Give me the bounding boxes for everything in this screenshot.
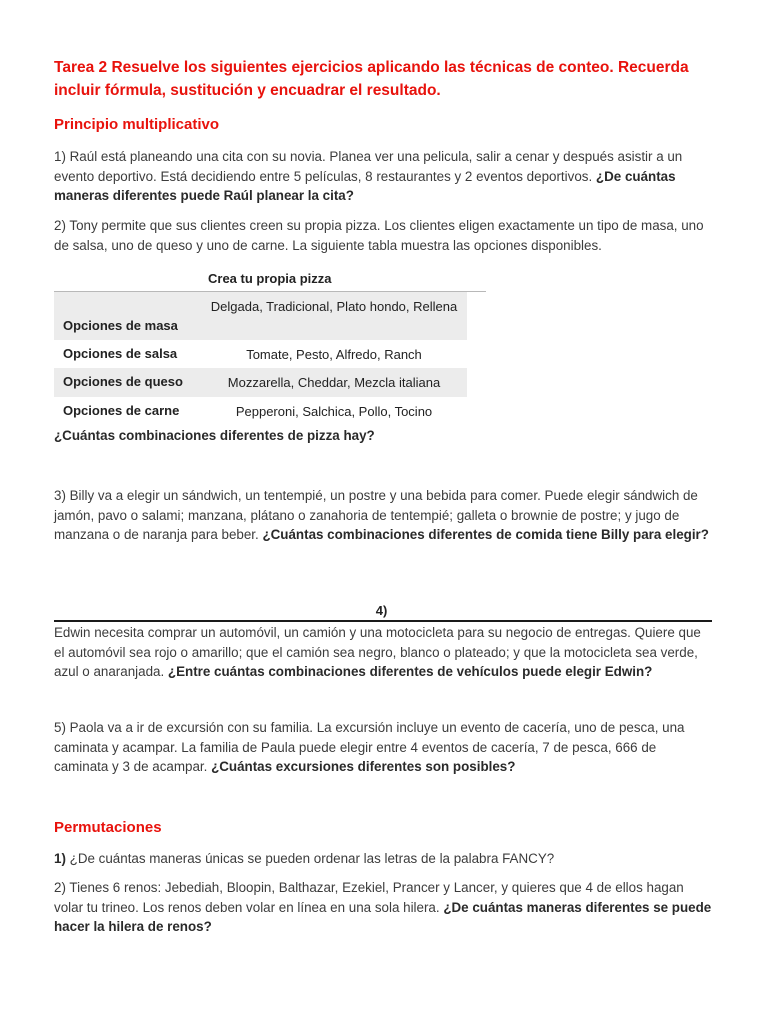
row-label-carne: Opciones de carne [63,403,180,418]
exercise-4-number: 4) [375,603,388,618]
exercise-3 [54,486,714,545]
table-question [54,426,714,446]
exercise-1-text: 1) Raúl está planeando una cita con su novia. Planea ver una pelicula, salir a cenar y después asistir a un evento deportivo. Está decidiendo entre 5 películas, 8 restaurantes y 2 eventos deportivos. [54,149,683,184]
exercise-3-question: ¿Cuántas combinaciones diferentes de comida tiene Billy para elegir? [262,527,709,542]
row-value-queso: Mozzarella, Cheddar, Mezcla italiana [227,375,441,390]
permutation-1 [54,849,714,869]
row-label-salsa: Opciones de salsa [63,346,178,361]
table-question-text: ¿Cuántas combinaciones diferentes de pizza hay? [54,428,375,443]
table-row [54,292,467,340]
exercise-5-text: 5) Paola va a ir de excursión con su familia. La excursión incluye un evento de cacería, uno de pesca, una caminata y acampar. La familia de Paula puede elegir entre 4 eventos de cacería, 7 de pesca, 666 de caminata y 3 de acampar. [54,720,685,774]
assignment-title: Tarea 2 Resuelve los siguientes ejercicios aplicando las técnicas de conteo. Recuerda incluir fórmula, sustitución y encuadrar el resultado. [54,59,689,99]
table-row [54,397,467,425]
exercise-4-rule [54,620,712,622]
pizza-options-table [54,292,467,425]
row-label-masa: Opciones de masa [63,318,178,333]
exercise-1 [54,147,714,206]
exercise-1-question: ¿De cuántas maneras diferentes puede Raúl planear la cita? [54,168,676,203]
section-heading-multiplicative: Principio multiplicativo [54,116,220,133]
exercise-2 [54,216,714,255]
exercise-4-text: Edwin necesita comprar un automóvil, un camión y una motocicleta para su negocio de entregas. Quiere que el automóvil sea rojo o amarillo; que el camión sea negro, blanco o plateado; y que la motocicleta sea verde, azul o anaranjada. [54,625,701,679]
permutation-2 [54,878,714,937]
row-value-carne: Pepperoni, Salchica, Pollo, Tocino [235,404,433,419]
table-title: Crea tu propia pizza [208,271,332,286]
permutation-2-question: ¿De cuántas maneras diferentes se puede hacer la hilera de renos? [54,899,712,934]
permutation-1-number: 1) [54,851,66,866]
exercise-3-text: 3) Billy va a elegir un sándwich, un tentempié, un postre y una bebida para comer. Puede elegir sándwich de jamón, pavo o salami; manzana, plátano o zanahoria de tentempié; galleta o brownie de postre; y jugo de manzana o de naranja para beber. [54,488,698,542]
exercise-5 [54,718,714,777]
exercise-2-text: 2) Tony permite que sus clientes creen su propia pizza. Los clientes eligen exactamente un tipo de masa, uno de salsa, uno de queso y uno de carne. La siguiente tabla muestra las opciones disponibles. [54,218,704,253]
exercise-4 [54,623,714,682]
permutation-1-text: ¿De cuántas maneras únicas se pueden ordenar las letras de la palabra FANCY? [65,851,555,866]
permutation-2-text: 2) Tienes 6 renos: Jebediah, Bloopin, Balthazar, Ezekiel, Prancer y Lancer, y quieres que 4 de ellos hagan volar tu trineo. Los renos deben volar en línea en una sola hilera. [54,880,684,915]
table-row [54,340,467,368]
row-value-salsa: Tomate, Pesto, Alfredo, Ranch [246,347,422,362]
row-value-masa: Delgada, Tradicional, Plato hondo, Rellena [210,299,458,314]
table-row [54,368,467,397]
exercise-5-question: ¿Cuántas excursiones diferentes son posibles? [211,759,516,774]
row-label-queso: Opciones de queso [63,374,183,389]
exercise-4-question: ¿Entre cuántas combinaciones diferentes de vehículos puede elegir Edwin? [167,664,653,679]
section-heading-permutations: Permutaciones [54,819,162,836]
